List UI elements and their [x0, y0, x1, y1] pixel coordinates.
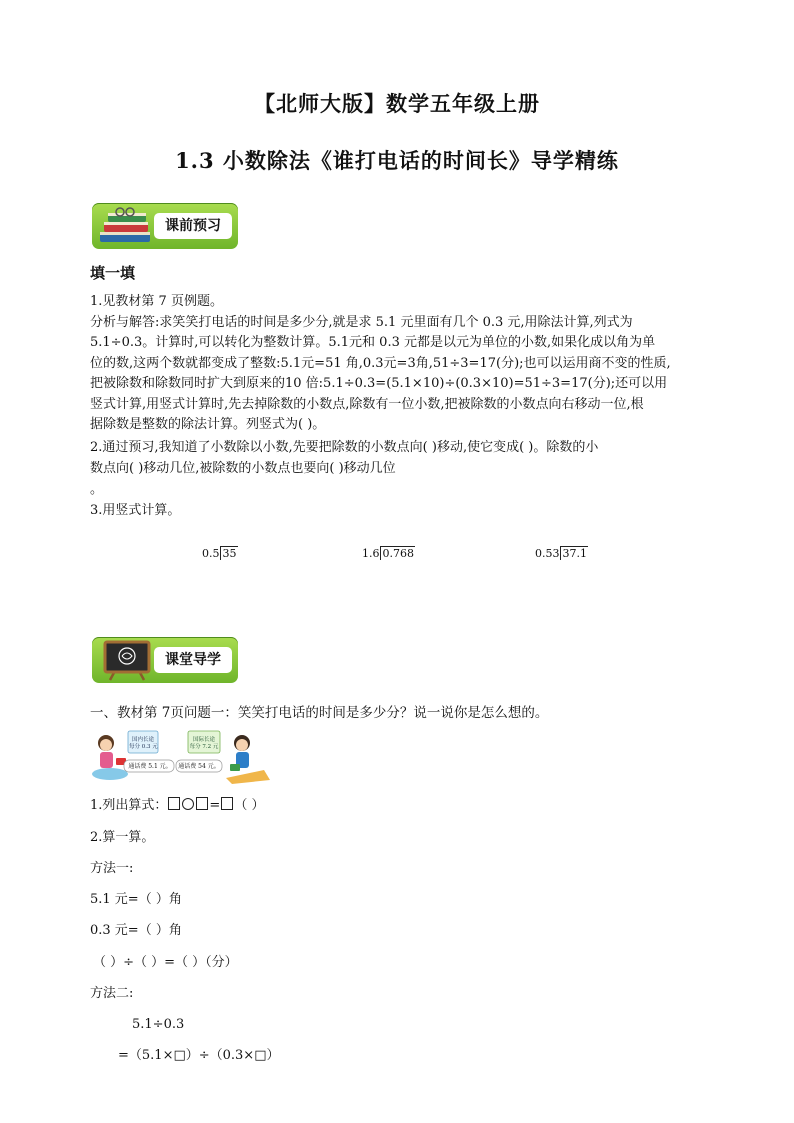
method-1-label: 方法一: — [90, 861, 134, 876]
sign-text: 每分 7.2 元 — [189, 744, 219, 750]
preview-line: 数点向( )移动几位,被除数的小数点也要向( )移动几位 — [90, 461, 396, 476]
preview-line: 3.用竖式计算。 — [90, 503, 181, 518]
preview-line: 。 — [90, 482, 104, 497]
unit-blank: （ ） — [234, 798, 265, 813]
lesson-badge — [92, 637, 238, 683]
method-2-line: =（5.1×□）÷（0.3×□） — [118, 1048, 280, 1063]
international-rate-sign — [189, 737, 219, 751]
method-2-line: 5.1÷0.3 — [132, 1017, 185, 1032]
preview-badge-label: 课前预习 — [154, 213, 232, 239]
preview-line: 分析与解答:求笑笑打电话的时间是多少分,就是求 5.1 元里面有几个 0.3 元,用除法计算,列式为 — [90, 315, 633, 330]
dividend: 35 — [220, 546, 238, 560]
method-2-label: 方法二: — [90, 986, 134, 1001]
sign-text: 国际长途 — [192, 737, 215, 743]
preview-line: 2.通过预习,我知道了小数除以小数,先要把除数的小数点向( )移动,使它变成( )。除数的小 — [90, 440, 599, 455]
blank-box[interactable] — [196, 797, 208, 810]
preview-line: 1.见教材第 7 页例题。 — [90, 294, 223, 309]
divisor: 1.6 — [362, 547, 380, 560]
preview-line: 据除数是整数的除法计算。列竖式为( )。 — [90, 417, 326, 432]
preview-line: 5.1÷0.3。计算时,可以转化为整数计算。5.1元和 0.3 元都是以元为单位的小数,如果化成以角为单 — [90, 335, 656, 350]
dividend: 37.1 — [560, 546, 589, 560]
sign-text: 国内长途 — [131, 737, 154, 743]
method-1-line: 0.3 元=（ ）角 — [90, 923, 182, 938]
blank-box[interactable] — [221, 797, 233, 810]
blank-box[interactable] — [168, 797, 180, 810]
long-division — [535, 547, 588, 560]
lesson-badge-label: 课堂导学 — [154, 647, 232, 673]
step-1-label: 1.列出算式： — [90, 798, 168, 813]
document-subtitle: 1.3 小数除法《谁打电话的时间长》导学精练 — [175, 148, 619, 173]
divisor: 0.53 — [535, 547, 560, 560]
long-division — [202, 547, 238, 560]
lesson-question: 一、教材第 7页问题一：笑笑打电话的时间是多少分？说一说你是怎么想的。 — [90, 705, 549, 721]
preview-badge — [92, 203, 238, 249]
sign-text: 每分 0.3 元 — [129, 744, 158, 750]
call-fee-bubble: 通话费 5.1 元。 — [128, 763, 172, 770]
books-icon — [96, 206, 154, 246]
domestic-rate-sign — [129, 737, 157, 751]
dividend: 0.768 — [380, 546, 416, 560]
preview-line: 位的数,这两个数就都变成了整数:5.1元=51 角,0.3元=3角,51÷3=17(分);也可以运用商不变的性质, — [90, 356, 671, 371]
fill-in-heading: 填一填 — [90, 264, 136, 282]
document-title: 【北师大版】数学五年级上册 — [254, 91, 540, 116]
blackboard-icon — [102, 639, 152, 681]
long-division — [362, 547, 415, 560]
phone-call-illustration — [92, 728, 272, 784]
step-1: 1.列出算式： = （ ） — [90, 798, 265, 813]
step-2: 2.算一算。 — [90, 830, 155, 845]
preview-line: 把被除数和除数同时扩大到原来的10 倍:5.1÷0.3=(5.1×10)÷(0.3×10)=51÷3=17(分);还可以用 — [90, 376, 668, 391]
divisor: 0.5 — [202, 547, 220, 560]
method-1-line: （ ）÷（ ）=（ ）（分） — [93, 955, 238, 970]
call-fee-bubble: 通话费 54 元。 — [178, 763, 220, 770]
method-1-line: 5.1 元=（ ）角 — [90, 892, 182, 907]
preview-line: 竖式计算,用竖式计算时,先去掉除数的小数点,除数有一位小数,把被除数的小数点向右移动一位,根 — [90, 397, 644, 412]
operator-circle[interactable] — [182, 798, 194, 810]
